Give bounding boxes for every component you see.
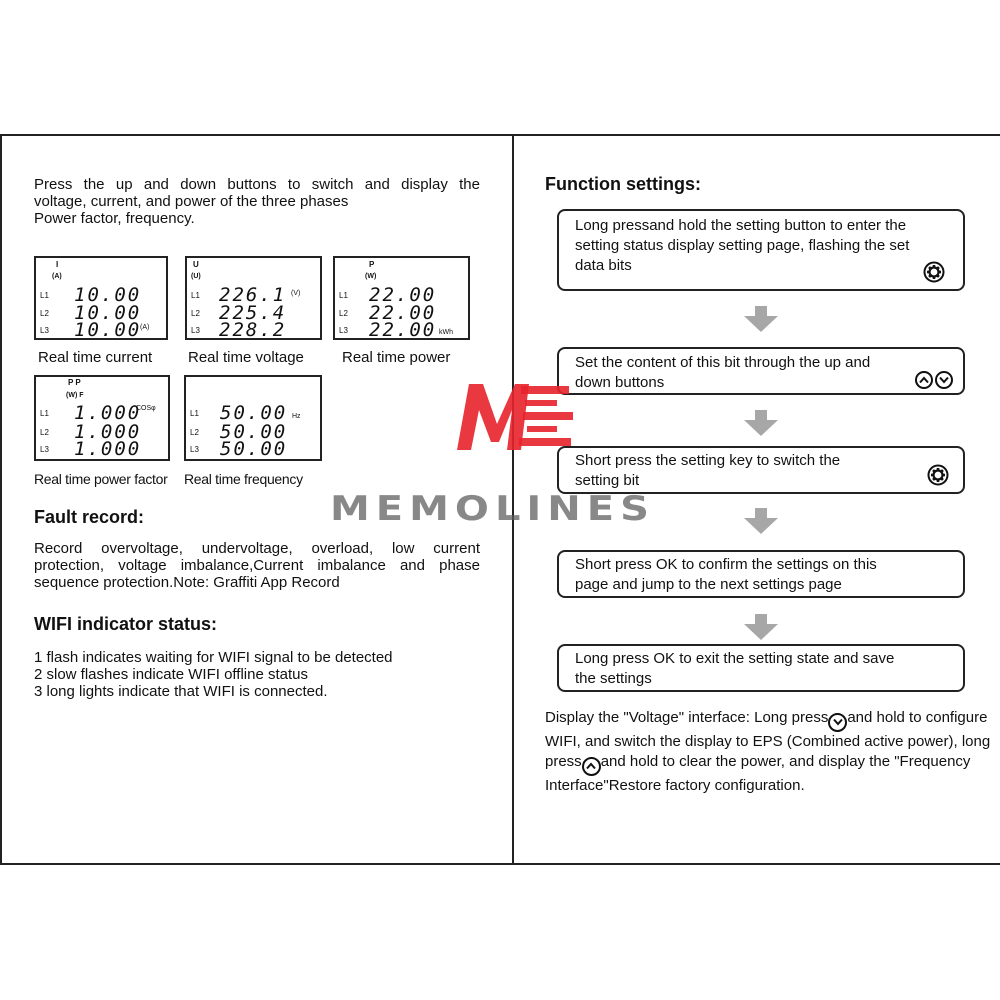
lcd-unit: (V) [291, 290, 301, 297]
step-box-1 [557, 209, 965, 291]
function-settings-title: Function settings: [545, 174, 701, 194]
lcd-value: 50.00 [220, 402, 288, 424]
arrow-down-icon [744, 410, 778, 436]
row-label: L1 [191, 291, 200, 300]
lcd-value: 10.00 [74, 319, 142, 341]
chevron-down-icon [828, 713, 847, 732]
final-text-part-2: and hold to configure WIFI, and switch the display to EPS (Combined active power), long press [545, 709, 991, 770]
fault-record-title: Fault record: [34, 507, 145, 527]
caption-frequency: Real time frequency [184, 471, 303, 487]
lcd-unit: (A) [140, 324, 150, 331]
wifi-status-title: WIFI indicator status: [34, 614, 218, 634]
step-box-5 [557, 644, 965, 692]
lcd-symbol-unit: (U) [191, 273, 201, 280]
lcd-value: 10.00 [74, 284, 142, 306]
final-text-part-1: Display the "Voltage" interface: Long press [545, 709, 829, 726]
row-label: L2 [190, 428, 199, 437]
lcd-unit: COSφ [136, 405, 156, 412]
arrow-down-icon [744, 614, 778, 640]
lcd-symbol: U [193, 260, 199, 269]
chevron-up-icon [582, 757, 601, 776]
intro-line-1: Press the up and down buttons to switch and display the [34, 176, 480, 193]
row-label: L3 [40, 326, 49, 335]
lcd-symbol: P P [68, 378, 81, 387]
lcd-symbol: I [56, 260, 59, 269]
lcd-value: 1.000 [74, 402, 142, 424]
lcd-value: 22.00 [369, 302, 437, 324]
wifi-status-line: 2 slow flashes indicate WIFI offline status [34, 666, 309, 683]
step-box-2 [557, 347, 965, 395]
watermark-text: MEMOLINES [330, 489, 655, 529]
wifi-status-line: 3 long lights indicate that WIFI is connected. [34, 683, 328, 700]
fault-record-text: Record overvoltage, undervoltage, overload, low current protection, voltage imbalance,Current imbalance and phase sequence protection.Note: Graffiti App Record [34, 540, 480, 591]
step-box-4 [557, 550, 965, 598]
lcd-panel-voltage [185, 256, 322, 340]
final-instructions [545, 708, 993, 796]
gear-icon [927, 464, 949, 486]
row-label: L3 [339, 326, 348, 335]
row-label: L3 [191, 326, 200, 335]
intro-text [34, 176, 480, 227]
final-text-part-3: and hold to clear the power, and display the "Frequency Interface"Restore factory configuration. [545, 753, 971, 794]
lcd-symbol-unit: (W) F [66, 392, 84, 399]
step-text: Long pressand hold the setting button to enter the setting status display setting page, flashing the set data bits [575, 217, 910, 274]
row-label: L2 [40, 428, 49, 437]
lcd-value: 1.000 [74, 421, 142, 443]
row-label: L3 [40, 445, 49, 454]
lcd-value: 226.1 [219, 284, 287, 306]
intro-line-3: Power factor, frequency. [34, 210, 195, 227]
lcd-symbol-unit: (W) [365, 273, 377, 280]
chevron-down-icon [935, 371, 953, 389]
lcd-unit: Hz [292, 413, 301, 420]
lcd-panel-frequency [184, 375, 322, 461]
caption-current: Real time current [38, 349, 153, 366]
step-text: Short press OK to confirm the settings on this page and jump to the next settings page [575, 556, 877, 593]
step-box-3 [557, 446, 965, 494]
lcd-value: 1.000 [74, 438, 142, 460]
row-label: L2 [40, 309, 49, 318]
row-label: L1 [339, 291, 348, 300]
lcd-symbol: P [369, 260, 375, 269]
lcd-value: 22.00 [369, 284, 437, 306]
lcd-value: 50.00 [220, 421, 288, 443]
step-text: Long press OK to exit the setting state and save the settings [575, 650, 895, 687]
arrow-down-icon [744, 306, 778, 332]
lcd-symbol-unit: (A) [52, 273, 62, 280]
up-down-buttons [915, 371, 953, 389]
row-label: L2 [339, 309, 348, 318]
lcd-value: 225.4 [219, 302, 287, 324]
lcd-value: 50.00 [220, 438, 288, 460]
lcd-panel-current [34, 256, 168, 340]
watermark-logo [455, 380, 575, 457]
lcd-value: 228.2 [219, 319, 287, 341]
lcd-unit: kWh [439, 329, 453, 336]
caption-voltage: Real time voltage [188, 349, 304, 366]
intro-line-2: voltage, current, and power of the three phases [34, 193, 349, 210]
lcd-value: 10.00 [74, 302, 142, 324]
row-label: L3 [190, 445, 199, 454]
chevron-up-icon [915, 371, 933, 389]
step-text: Set the content of this bit through the up and down buttons [575, 354, 871, 391]
wifi-status-line: 1 flash indicates waiting for WIFI signal to be detected [34, 649, 393, 666]
row-label: L2 [191, 309, 200, 318]
caption-power-factor: Real time power factor [34, 471, 168, 487]
arrow-down-icon [744, 508, 778, 534]
row-label: L1 [40, 291, 49, 300]
lcd-panel-power [333, 256, 470, 340]
row-label: L1 [190, 409, 199, 418]
lcd-panel-power-factor [34, 375, 170, 461]
lcd-value: 22.00 [369, 319, 437, 341]
caption-power: Real time power [342, 349, 451, 366]
step-text: Short press the setting key to switch the setting bit [575, 452, 841, 489]
row-label: L1 [40, 409, 49, 418]
wifi-status-list [34, 649, 494, 700]
frame-left-edge [0, 134, 2, 865]
gear-icon [923, 261, 945, 283]
